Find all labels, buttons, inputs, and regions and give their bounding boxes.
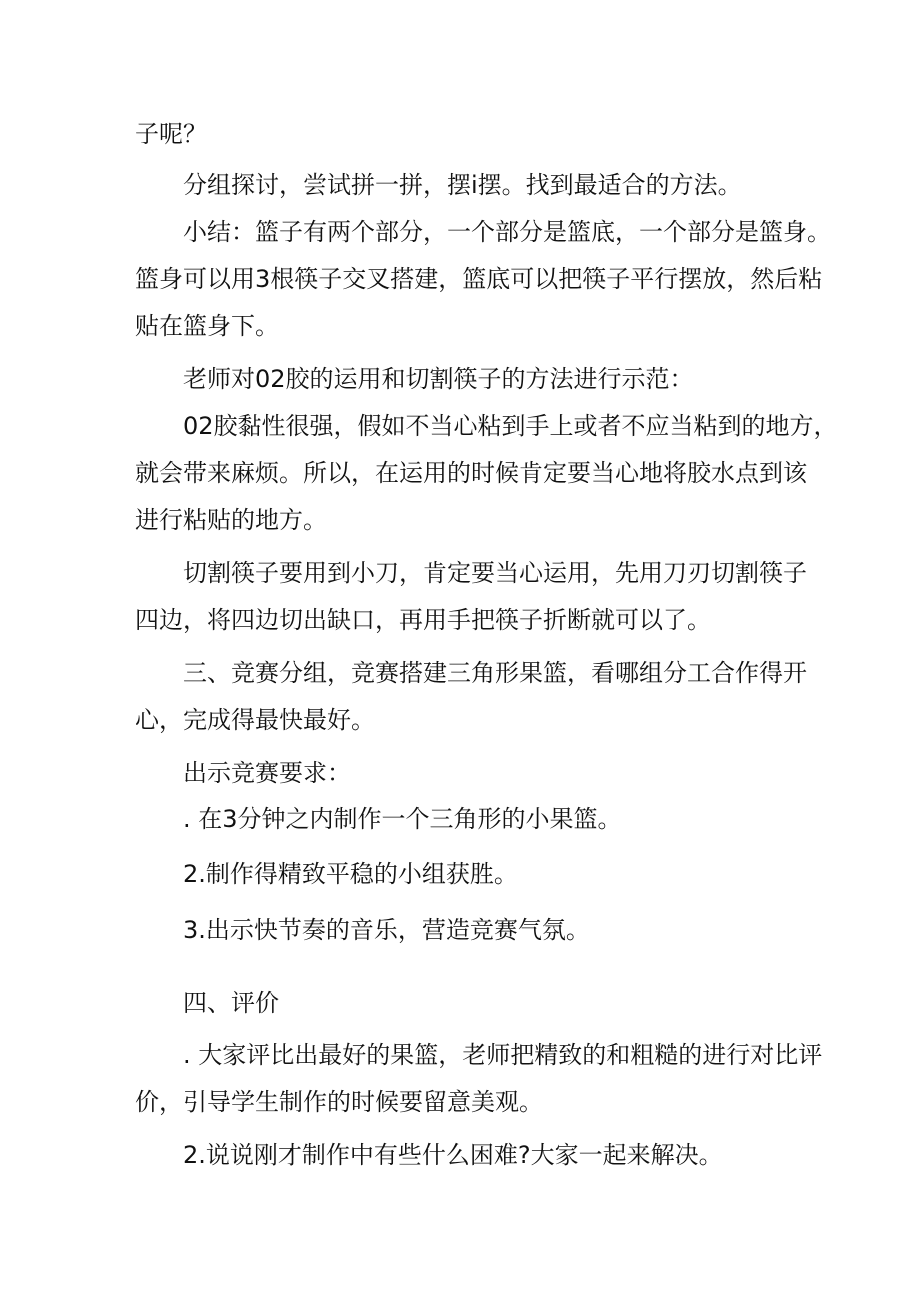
text-line: 老师对02胶的运用和切割筷子的方法进行示范： bbox=[183, 365, 694, 393]
list-item: . 在3分钟之内制作一个三角形的小果篮。 bbox=[183, 805, 622, 833]
text-line: 贴在篮身下。 bbox=[135, 312, 279, 340]
text-line: 切割筷子要用到小刀，肯定要当心运用，先用刀刃切割筷子 bbox=[183, 559, 807, 587]
text-line: 心，完成得最快最好。 bbox=[135, 706, 375, 734]
text-line: 篮身可以用3根筷子交叉搭建，篮底可以把筷子平行摆放，然后粘 bbox=[135, 265, 823, 293]
list-item: 2.说说刚才制作中有些什么困难?大家一起来解决。 bbox=[183, 1141, 723, 1169]
list-item: 2.制作得精致平稳的小组获胜。 bbox=[183, 860, 518, 888]
section-heading: 四、评价 bbox=[183, 989, 279, 1017]
text-line: 出示竞赛要求： bbox=[183, 759, 351, 787]
text-line: 02胶黏性很强，假如不当心粘到手上或者不应当粘到的地方， bbox=[183, 412, 838, 440]
text-line: 分组探讨，尝试拼一拼，摆i摆。找到最适合的方法。 bbox=[183, 171, 742, 199]
text-line: 小结：篮子有两个部分，一个部分是篮底，一个部分是篮身。 bbox=[183, 218, 831, 246]
text-line: 就会带来麻烦。所以，在运用的时候肯定要当心地将胶水点到该 bbox=[135, 459, 807, 487]
text-line: 进行粘贴的地方。 bbox=[135, 506, 327, 534]
section-heading-line: 三、竞赛分组，竞赛搭建三角形果篮，看哪组分工合作得开 bbox=[183, 659, 807, 687]
text-line: 子呢？ bbox=[135, 120, 207, 148]
list-item: . 大家评比出最好的果篮，老师把精致的和粗糙的进行对比评 bbox=[183, 1041, 823, 1069]
text-line: 四边，将四边切出缺口，再用手把筷子折断就可以了。 bbox=[135, 606, 711, 634]
text-line: 价，引导学生制作的时候要留意美观。 bbox=[135, 1088, 543, 1116]
list-item: 3.出示快节奏的音乐，营造竞赛气氛。 bbox=[183, 916, 590, 944]
